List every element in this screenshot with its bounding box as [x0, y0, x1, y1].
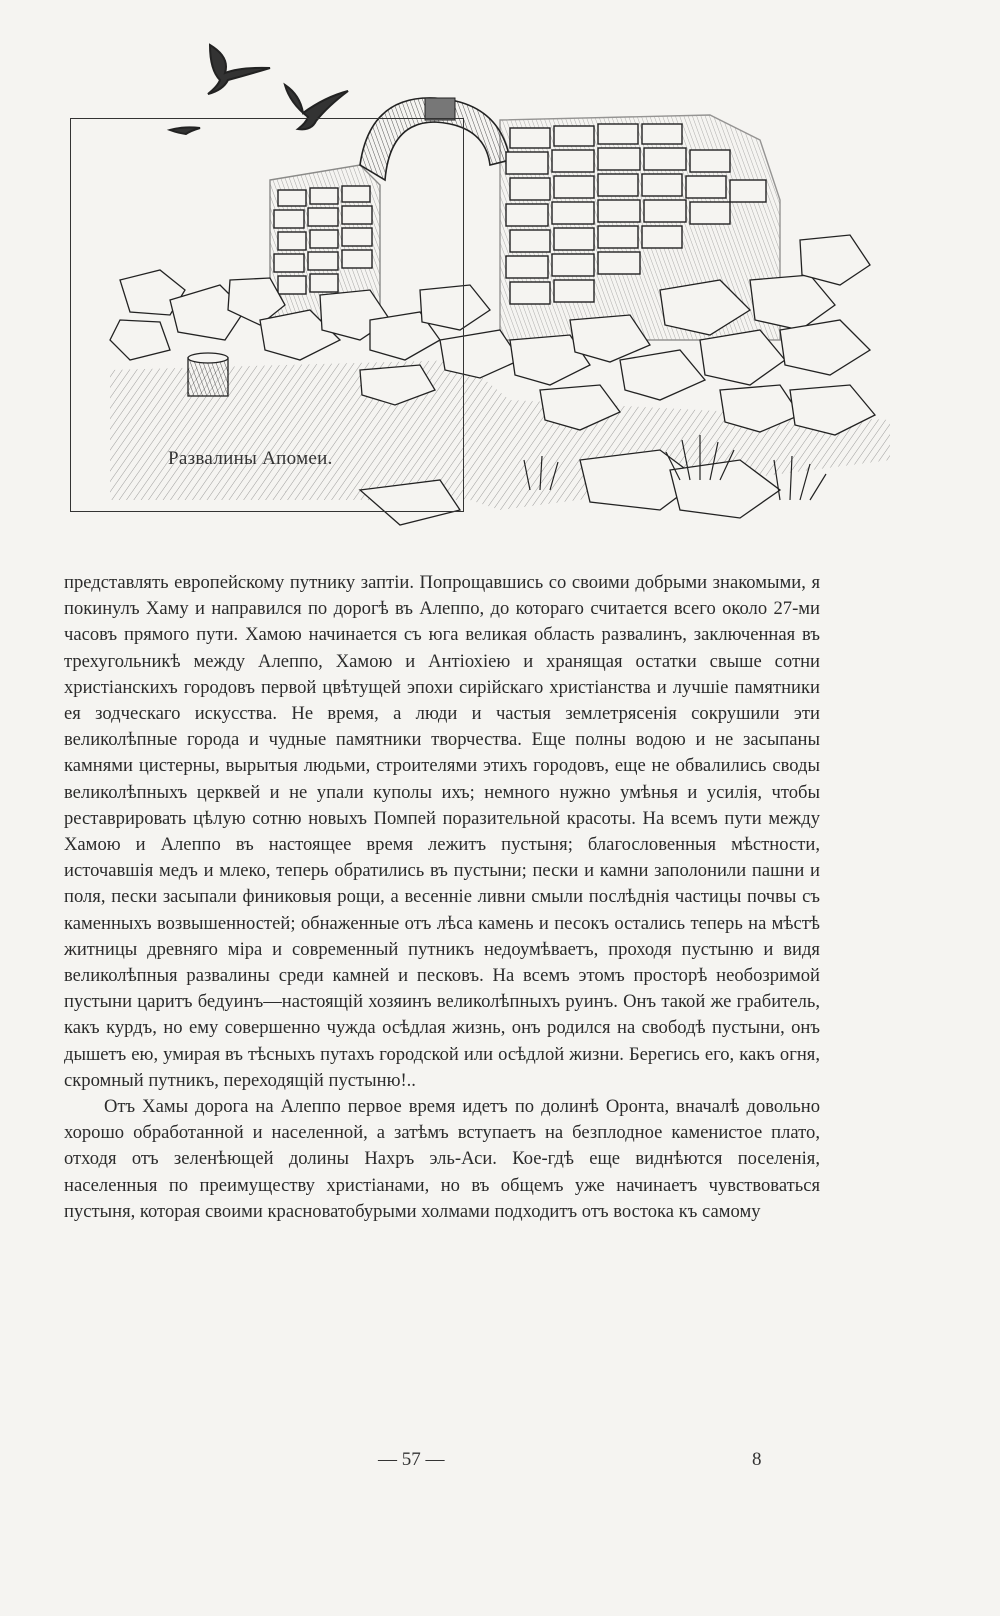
- paragraph: представлять европейскому путнику заптiи. Попрощавшись со своими добрыми знакомыми, я покинулъ Хаму и направился по дорогѣ въ Алеппо, до котораго считается всего около 27-ми часовъ прямого пути. Хамою начинается съ юга великая область развалинъ, заключенная въ трехугольникѣ между Алеппо, Хамою и Антiохiею и хранящая остатки свыше сотни христiанскихъ городовъ первой цвѣтущей эпохи сирiйскаго христiанства и лучшiе памятники ея зодческаго искусства. Не время, а люди и частыя землетрясенiя сокрушили эти великолѣпные города и чудные памятники творчества. Еще полны водою и не засыпаны камнями цистерны, вырытыя людьми, строителями этихъ городовъ, еще не обвалились своды великолѣпныхъ церквей и не упали куполы ихъ; немного нужно умѣнья и усилiя, чтобы реставрировать цѣлую сотню новыхъ Помпей поразительной красоты. На всемъ пути между Хамою и Алеппо въ настоящее время лежитъ пустыня; благословенныя мѣстности, источавшiя медъ и млеко, теперь обратились въ пустыни; пески и камни заполонили пашни и поля, пески засыпали финиковыя рощи, а весеннiе ливни смыли послѣднiя частицы почвы съ каменныхъ возвышенностей; обнаженные отъ лѣса камень и песокъ остались теперь на мѣстѣ житницы древняго мiра и современный путникъ недоумѣваетъ, проходя пустыню и видя великолѣпныя развалины среди камней и песковъ. На всемъ этомъ просторѣ необозримой пустыни царитъ бедуинъ—настоящiй хозяинъ великолѣпныхъ руинъ. Онъ такой же грабитель, какъ курдъ, но ему совершенно чужда осѣдлая жизнь, онъ родился на свободѣ пустыни, онъ дышетъ ею, умирая въ тѣсныхъ путахъ городской или осѣдлой жизни. Берегись его, какъ огня, скромный путникъ, переходящiй пустыню!..: [64, 572, 820, 1091]
- body-text: [64, 570, 820, 1225]
- paragraph: Отъ Хамы дорога на Алеппо первое время идетъ по долинѣ Оронта, вначалѣ довольно хорошо обработанной и населенной, а затѣмъ вступаетъ на безплодное каменистое плато, отходя отъ зеленѣющей долины Нахръ эль-Аси. Кое-гдѣ еще виднѣются поселенiя, населенныя по преимуществу христiанами, но въ общемъ уже начинаетъ чувствоваться пустыня, которая своими красноватобурыми холмами подходитъ отъ востока къ самому: [64, 1096, 820, 1222]
- signature-mark: 8: [752, 1449, 762, 1470]
- figure-caption: Развалины Апомеи.: [168, 448, 333, 469]
- page-number: — 57 —: [378, 1449, 445, 1470]
